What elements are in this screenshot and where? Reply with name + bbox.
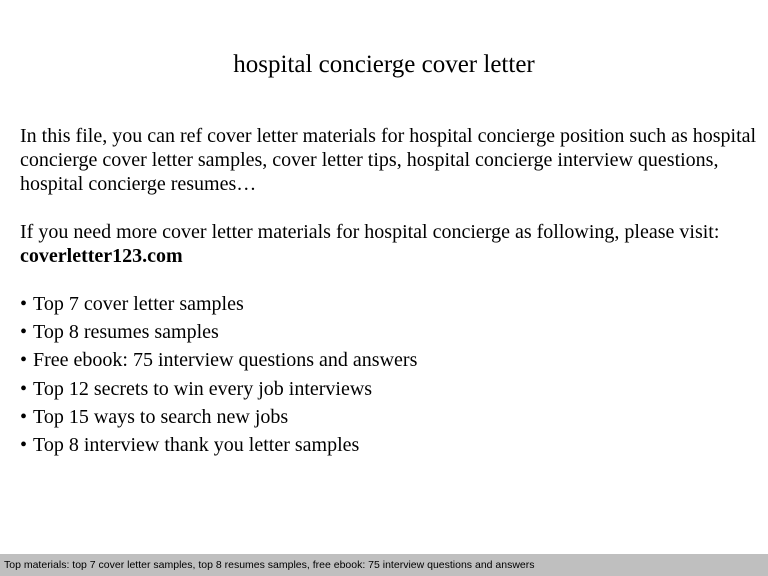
list-item-label: Top 12 secrets to win every job interviews [33, 377, 373, 400]
list-item [20, 318, 760, 346]
bullet-marker: • [20, 349, 28, 372]
list-item-label: Top 8 interview thank you letter samples [33, 434, 360, 457]
list-item [20, 403, 760, 431]
list-item [20, 375, 760, 403]
bullet-marker: • [20, 377, 28, 400]
slide-title: hospital concierge cover letter [233, 51, 535, 78]
bullet-marker: • [20, 321, 28, 344]
list-item [20, 431, 760, 459]
visit-paragraph [20, 220, 760, 268]
list-item-label: Top 7 cover letter samples [33, 293, 244, 315]
list-item [20, 346, 760, 374]
list-item-label: Free ebook: 75 interview questions and answers [33, 349, 418, 372]
footer-bar: Top materials: top 7 cover letter samples, top 8 resumes samples, free ebook: 75 interview questions and answers [0, 554, 768, 576]
visit-text: If you need more cover letter materials for hospital concierge as following, please visit: [20, 221, 720, 243]
website-link[interactable]: coverletter123.com [20, 245, 183, 267]
materials-list [20, 290, 760, 459]
bullet-marker: • [20, 405, 28, 428]
bullet-marker: • [20, 434, 28, 457]
list-item [20, 290, 760, 318]
intro-paragraph: In this file, you can ref cover letter materials for hospital concierge position such as hospital concierge cover letter samples, cover letter tips, hospital concierge interview questions, hospital concierge resumes… [20, 125, 757, 195]
list-item-label: Top 15 ways to search new jobs [33, 405, 289, 428]
bullet-marker: • [20, 293, 28, 315]
list-item-label: Top 8 resumes samples [33, 321, 219, 344]
